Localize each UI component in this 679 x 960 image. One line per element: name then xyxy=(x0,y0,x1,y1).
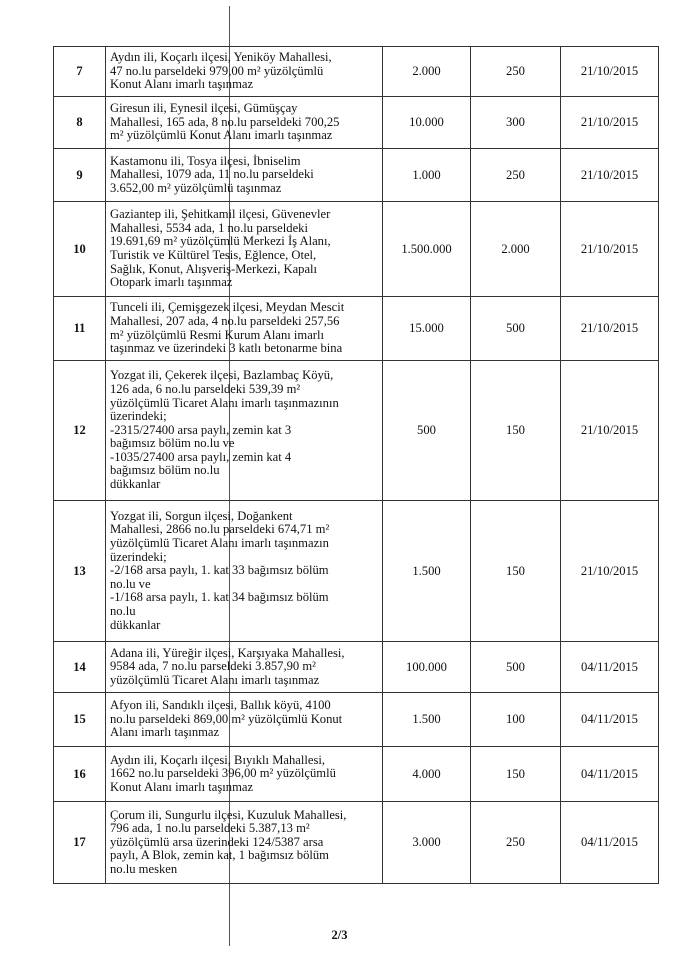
property-description: Tunceli ili, Çemişgezek ilçesi, Meydan Mescit Mahallesi, 207 ada, 4 no.lu parseldeki 257,56 m² yüzölçümlü Resmi Kurum Alanı imarlı taşınmaz ve üzerindeki 3 katlı betonarme bina xyxy=(106,297,383,361)
property-description: Afyon ili, Sandıklı ilçesi, Ballık köyü, 4100 no.lu parseldeki 869,00 m² yüzölçümlü Konut Alanı imarlı taşınmaz xyxy=(106,693,383,747)
date: 21/10/2015 xyxy=(561,297,659,361)
date: 21/10/2015 xyxy=(561,202,659,297)
table-row xyxy=(54,747,659,802)
page-number: 2/3 xyxy=(331,928,348,942)
row-number: 7 xyxy=(54,47,106,97)
date: 04/11/2015 xyxy=(561,693,659,747)
value-1: 4.000 xyxy=(383,747,471,802)
value-2: 150 xyxy=(471,501,561,642)
row-number: 9 xyxy=(54,149,106,202)
table-row xyxy=(54,802,659,884)
value-1: 2.000 xyxy=(383,47,471,97)
row-number: 14 xyxy=(54,642,106,693)
table-row xyxy=(54,297,659,361)
value-2: 2.000 xyxy=(471,202,561,297)
row-number: 15 xyxy=(54,693,106,747)
table-row xyxy=(54,47,659,97)
value-1: 1.000 xyxy=(383,149,471,202)
value-2: 500 xyxy=(471,297,561,361)
table-row xyxy=(54,149,659,202)
row-number: 17 xyxy=(54,802,106,884)
value-1: 15.000 xyxy=(383,297,471,361)
row-number: 16 xyxy=(54,747,106,802)
date: 21/10/2015 xyxy=(561,361,659,501)
date: 04/11/2015 xyxy=(561,747,659,802)
row-number: 10 xyxy=(54,202,106,297)
table-row xyxy=(54,361,659,501)
value-2: 150 xyxy=(471,361,561,501)
value-1: 10.000 xyxy=(383,97,471,149)
value-2: 150 xyxy=(471,747,561,802)
value-2: 250 xyxy=(471,47,561,97)
table-row xyxy=(54,693,659,747)
property-description: Çorum ili, Sungurlu ilçesi, Kuzuluk Mahallesi, 796 ada, 1 no.lu parseldeki 5.387,13 m² yüzölçümlü arsa üzerindeki 124/5387 arsa paylı, A Blok, zemin kat, 1 bağımsız bölüm no.lu mesken xyxy=(106,802,383,884)
value-2: 100 xyxy=(471,693,561,747)
row-number: 8 xyxy=(54,97,106,149)
row-number: 11 xyxy=(54,297,106,361)
value-1: 1.500.000 xyxy=(383,202,471,297)
property-description: Adana ili, Yüreğir ilçesi, Karşıyaka Mahallesi, 9584 ada, 7 no.lu parseldeki 3.857,90 m² yüzölçümlü Ticaret Alanı imarlı taşınmaz xyxy=(106,642,383,693)
value-2: 500 xyxy=(471,642,561,693)
date: 21/10/2015 xyxy=(561,149,659,202)
property-description: Yozgat ili, Çekerek ilçesi, Bazlambaç Köyü, 126 ada, 6 no.lu parseldeki 539,39 m² yüzölçümlü Ticaret Alanı imarlı taşınmazının üzerindeki; -2315/27400 arsa paylı, zemin kat 3 bağımsız bölüm no.lu ve -1035/27400 arsa paylı, zemin kat 4 bağımsız bölüm no.lu dükkanlar xyxy=(106,361,383,501)
table-row xyxy=(54,642,659,693)
value-1: 500 xyxy=(383,361,471,501)
value-1: 100.000 xyxy=(383,642,471,693)
table-row xyxy=(54,202,659,297)
value-2: 300 xyxy=(471,97,561,149)
value-1: 1.500 xyxy=(383,501,471,642)
property-description: Kastamonu ili, Tosya ilçesi, İbniselim Mahallesi, 1079 ada, 11 no.lu parseldeki 3.652,00 m² yüzölçümlü taşınmaz xyxy=(106,149,383,202)
date: 04/11/2015 xyxy=(561,802,659,884)
date: 21/10/2015 xyxy=(561,97,659,149)
row-number: 13 xyxy=(54,501,106,642)
property-table xyxy=(53,46,659,884)
property-description: Giresun ili, Eynesil ilçesi, Gümüşçay Mahallesi, 165 ada, 8 no.lu parseldeki 700,25 m² yüzölçümlü Konut Alanı imarlı taşınmaz xyxy=(106,97,383,149)
date: 04/11/2015 xyxy=(561,642,659,693)
date: 21/10/2015 xyxy=(561,47,659,97)
value-2: 250 xyxy=(471,802,561,884)
property-description: Aydın ili, Koçarlı ilçesi, Yeniköy Mahallesi, 47 no.lu parseldeki 979,00 m² yüzölçümlü Konut Alanı imarlı taşınmaz xyxy=(106,47,383,97)
table-row xyxy=(54,97,659,149)
table-row xyxy=(54,501,659,642)
value-1: 3.000 xyxy=(383,802,471,884)
row-number: 12 xyxy=(54,361,106,501)
property-description: Gaziantep ili, Şehitkamil ilçesi, Güvenevler Mahallesi, 5534 ada, 1 no.lu parseldeki 19.691,69 m² yüzölçümlü Merkezi İş Alanı, Turistik ve Kültürel Tesis, Eğlence, Otel, Sağlık, Konut, Alışveriş-Merkezi, Kapalı Otopark imarlı taşınmaz xyxy=(106,202,383,297)
value-2: 250 xyxy=(471,149,561,202)
property-description: Yozgat ili, Sorgun ilçesi, Doğankent Mahallesi, 2866 no.lu parseldeki 674,71 m² yüzölçümlü Ticaret Alanı imarlı taşınmazın üzerindeki; -2/168 arsa paylı, 1. kat 33 bağımsız bölüm no.lu ve -1/168 arsa paylı, 1. kat 34 bağımsız bölüm no.lu dükkanlar xyxy=(106,501,383,642)
date: 21/10/2015 xyxy=(561,501,659,642)
property-description: Aydın ili, Koçarlı ilçesi, Bıyıklı Mahallesi, 1662 no.lu parseldeki 396,00 m² yüzölçümlü Konut Alanı imarlı taşınmaz xyxy=(106,747,383,802)
value-1: 1.500 xyxy=(383,693,471,747)
